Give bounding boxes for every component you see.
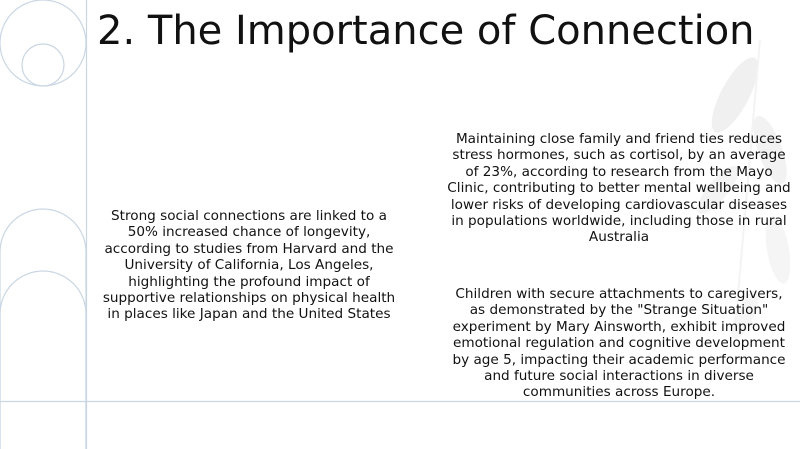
paragraph-family-ties: Maintaining close family and friend ties reduces stress hormones, such as cortisol, by an average of 23%, according to research from the Mayo Clinic, contributing to better mental wellbeing and lower risks of developing cardiovascular diseases in populations worldwide, including those in rural Australia — [447, 131, 791, 246]
paragraph-social-connections: Strong social connections are linked to a 50% increased chance of longevity, according to studies from Harvard and the University of California, Los Angeles, highlighting the profound impact of supportive relationships on physical health in places like Japan and the United States — [102, 208, 396, 323]
middle-arch — [0, 209, 86, 449]
top-large-circle — [0, 0, 86, 86]
paragraph-secure-attachments: Children with secure attachments to caregivers, as demonstrated by the "Strange Situation" experiment by Mary Ainsworth, exhibit improved emotional regulation and cognitive development by age 5, impacting their academic performance and future social interactions in diverse communities across Europe. — [452, 286, 786, 401]
slide-title: 2. The Importance of Connection — [97, 8, 755, 54]
lower-arch — [0, 271, 86, 449]
top-small-circle — [22, 44, 64, 86]
